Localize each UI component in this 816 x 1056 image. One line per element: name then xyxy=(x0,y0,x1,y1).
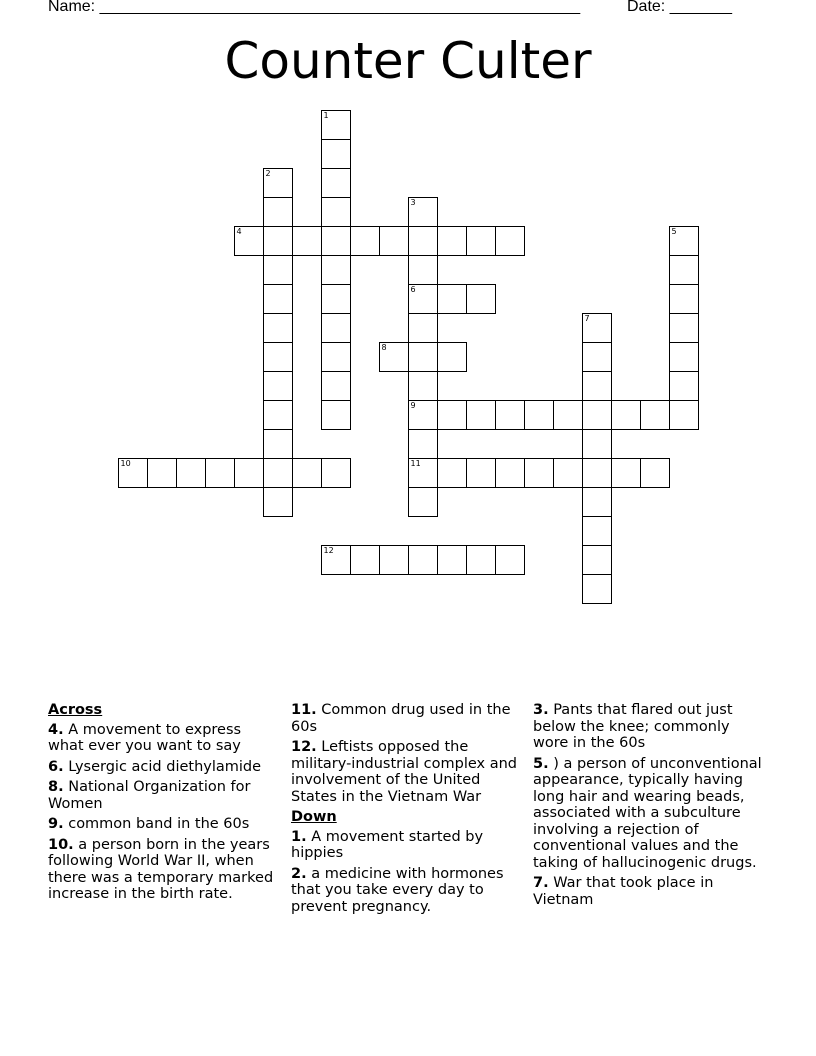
crossword-cell[interactable] xyxy=(263,284,293,314)
crossword-cell[interactable] xyxy=(582,545,612,575)
crossword-cell[interactable] xyxy=(321,197,351,227)
crossword-cell[interactable] xyxy=(408,284,438,314)
cell-number: 11 xyxy=(410,459,421,468)
clues-column-1 xyxy=(48,702,280,907)
crossword-cell[interactable] xyxy=(321,545,351,575)
crossword-cell[interactable] xyxy=(408,226,438,256)
clue-text: Common drug used in the 60s xyxy=(291,702,511,735)
crossword-cell[interactable] xyxy=(263,168,293,198)
crossword-cell[interactable] xyxy=(495,400,525,430)
crossword-cell[interactable] xyxy=(495,458,525,488)
crossword-cell[interactable] xyxy=(263,487,293,517)
clue-text: Pants that flared out just below the knee; commonly wore in the 60s xyxy=(533,702,733,751)
crossword-cell[interactable] xyxy=(437,400,467,430)
crossword-cell[interactable] xyxy=(669,313,699,343)
crossword-cell[interactable] xyxy=(234,458,264,488)
crossword-cell[interactable] xyxy=(321,139,351,169)
crossword-cell[interactable] xyxy=(379,545,409,575)
crossword-cell[interactable] xyxy=(176,458,206,488)
clue-across-8 xyxy=(48,779,280,812)
crossword-cell[interactable] xyxy=(437,284,467,314)
crossword-cell[interactable] xyxy=(669,371,699,401)
cell-number: 3 xyxy=(410,198,416,207)
crossword-cell[interactable] xyxy=(408,545,438,575)
clue-across-4 xyxy=(48,722,280,755)
clue-across-11 xyxy=(291,702,523,735)
crossword-cell[interactable] xyxy=(582,400,612,430)
cell-number: 8 xyxy=(381,343,387,352)
clue-number: 11. xyxy=(291,702,317,718)
clue-across-6 xyxy=(48,759,280,776)
crossword-cell[interactable] xyxy=(582,313,612,343)
crossword-cell[interactable] xyxy=(263,429,293,459)
crossword-cell[interactable] xyxy=(466,458,496,488)
across-heading: Across xyxy=(48,702,103,718)
crossword-cell[interactable] xyxy=(669,400,699,430)
clue-down-3 xyxy=(533,702,765,752)
crossword-cell[interactable] xyxy=(640,400,670,430)
crossword-cell[interactable] xyxy=(205,458,235,488)
crossword-cell[interactable] xyxy=(321,226,351,256)
clue-text: War that took place in Vietnam xyxy=(533,875,714,908)
clue-down-2 xyxy=(291,866,523,916)
cell-number: 1 xyxy=(323,111,329,120)
crossword-cell[interactable] xyxy=(408,255,438,285)
clue-text: a medicine with hormones that you take every day to prevent pregnancy. xyxy=(291,865,504,915)
crossword-cell[interactable] xyxy=(379,226,409,256)
clues-column-2 xyxy=(291,702,523,919)
crossword-cell[interactable] xyxy=(263,342,293,372)
clues-column-3 xyxy=(533,702,765,912)
crossword-cell[interactable] xyxy=(466,284,496,314)
crossword-cell[interactable] xyxy=(553,458,583,488)
crossword-cell[interactable] xyxy=(582,516,612,546)
clue-text: a person born in the years following World War II, when there was a temporary marked increase in the birth rate. xyxy=(48,836,274,902)
crossword-cell[interactable] xyxy=(466,400,496,430)
clue-down-1 xyxy=(291,829,523,862)
clue-text: A movement to express what ever you want to say xyxy=(48,721,242,754)
crossword-cell[interactable] xyxy=(408,371,438,401)
crossword-cell[interactable] xyxy=(524,400,554,430)
crossword-cell[interactable] xyxy=(379,342,409,372)
clue-text: common band in the 60s xyxy=(68,816,250,832)
crossword-cell[interactable] xyxy=(408,487,438,517)
clue-down-7 xyxy=(533,875,765,908)
crossword-cell[interactable] xyxy=(321,342,351,372)
crossword-cell[interactable] xyxy=(582,574,612,604)
crossword-cell[interactable] xyxy=(263,226,293,256)
crossword-cell[interactable] xyxy=(437,545,467,575)
crossword-cell[interactable] xyxy=(640,458,670,488)
cell-number: 4 xyxy=(236,227,242,236)
clue-text: Lysergic acid diethylamide xyxy=(68,758,262,775)
crossword-cell[interactable] xyxy=(582,487,612,517)
name-field[interactable]: Name: ______________________________________________________ xyxy=(48,0,581,15)
page-title: Counter Culter xyxy=(224,32,592,90)
crossword-cell[interactable] xyxy=(582,371,612,401)
clue-text: ) a person of unconventional appearance, typically having long hair and wearing beads, associated with a subculture involving a rejection of conventional values and the taking of hallucinogenic drugs. xyxy=(533,755,762,871)
crossword-cell[interactable] xyxy=(118,458,148,488)
crossword-cell[interactable] xyxy=(321,110,351,140)
crossword-cell[interactable] xyxy=(321,255,351,285)
clue-number: 9. xyxy=(48,816,64,832)
cell-number: 7 xyxy=(584,314,590,323)
crossword-cell[interactable] xyxy=(321,284,351,314)
crossword-cell[interactable] xyxy=(263,197,293,227)
clue-text: National Organization for Women xyxy=(48,779,251,812)
clue-number: 8. xyxy=(48,779,64,795)
clue-number: 12. xyxy=(291,739,317,755)
crossword-cell[interactable] xyxy=(263,371,293,401)
crossword-cell[interactable] xyxy=(321,371,351,401)
crossword-cell[interactable] xyxy=(553,400,583,430)
crossword-cell[interactable] xyxy=(495,226,525,256)
crossword-cell[interactable] xyxy=(437,458,467,488)
crossword-cell[interactable] xyxy=(408,342,438,372)
crossword-cell[interactable] xyxy=(408,197,438,227)
crossword-cell[interactable] xyxy=(321,313,351,343)
crossword-cell[interactable] xyxy=(611,458,641,488)
crossword-cell[interactable] xyxy=(263,458,293,488)
clue-across-12 xyxy=(291,739,523,805)
crossword-cell[interactable] xyxy=(524,458,554,488)
clue-number: 6. xyxy=(48,758,64,775)
clue-text: Leftists opposed the military-industrial complex and involvement of the United States in the Vietnam War xyxy=(291,739,518,805)
cell-number: 9 xyxy=(410,401,416,410)
crossword-cell[interactable] xyxy=(408,458,438,488)
clue-down-5 xyxy=(533,756,765,872)
crossword-cell[interactable] xyxy=(292,226,322,256)
clue-across-9 xyxy=(48,816,280,833)
clue-across-10 xyxy=(48,837,280,903)
clue-number: 2. xyxy=(291,865,307,882)
down-heading: Down xyxy=(291,809,337,825)
cell-number: 2 xyxy=(265,169,271,178)
crossword-cell[interactable] xyxy=(408,429,438,459)
crossword-cell[interactable] xyxy=(263,255,293,285)
crossword-cell[interactable] xyxy=(408,400,438,430)
clue-number: 10. xyxy=(48,836,74,853)
cell-number: 6 xyxy=(410,285,416,294)
crossword-cell[interactable] xyxy=(263,400,293,430)
crossword-cell[interactable] xyxy=(611,400,641,430)
crossword-cell[interactable] xyxy=(495,545,525,575)
crossword-cell[interactable] xyxy=(582,342,612,372)
crossword-cell[interactable] xyxy=(582,429,612,459)
crossword-cell[interactable] xyxy=(292,458,322,488)
date-field[interactable]: Date: _______ xyxy=(627,0,732,15)
cell-number: 12 xyxy=(323,546,334,555)
clue-number: 1. xyxy=(291,828,307,845)
clue-number: 3. xyxy=(533,702,549,718)
clue-number: 5. xyxy=(533,755,549,772)
crossword-cell[interactable] xyxy=(147,458,177,488)
crossword-cell[interactable] xyxy=(408,313,438,343)
crossword-cell[interactable] xyxy=(321,458,351,488)
crossword-cell[interactable] xyxy=(466,226,496,256)
crossword-cell[interactable] xyxy=(350,226,380,256)
crossword-cell[interactable] xyxy=(263,313,293,343)
crossword-cell[interactable] xyxy=(669,342,699,372)
crossword-cell[interactable] xyxy=(582,458,612,488)
crossword-cell[interactable] xyxy=(669,284,699,314)
crossword-cell[interactable] xyxy=(466,545,496,575)
crossword-cell[interactable] xyxy=(321,400,351,430)
clue-number: 4. xyxy=(48,721,64,738)
crossword-cell[interactable] xyxy=(321,168,351,198)
crossword-cell[interactable] xyxy=(350,545,380,575)
crossword-cell[interactable] xyxy=(669,255,699,285)
crossword-cell[interactable] xyxy=(234,226,264,256)
clue-number: 7. xyxy=(533,875,549,891)
clue-text: A movement started by hippies xyxy=(291,828,484,861)
crossword-cell[interactable] xyxy=(669,226,699,256)
crossword-cell[interactable] xyxy=(437,342,467,372)
cell-number: 5 xyxy=(671,227,677,236)
cell-number: 10 xyxy=(120,459,131,468)
crossword-cell[interactable] xyxy=(437,226,467,256)
